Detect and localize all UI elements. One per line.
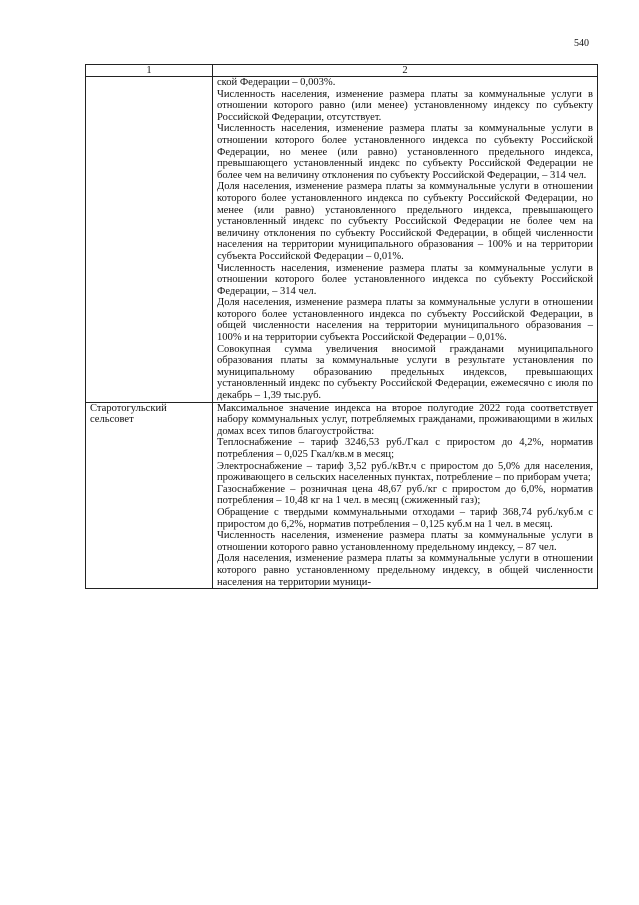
municipality-cell (86, 77, 213, 403)
paragraph: Газоснабжение – розничная цена 48,67 руб./кг с приростом до 6,0%, норматив потребления – 10,48 кг на 1 чел. в месяц (сжиженный газ); (217, 483, 593, 507)
municipality-cell (86, 402, 213, 589)
paragraph: Доля населения, изменение размера платы за коммунальные услуги в отношении которого более установленного индекса по субъекту Российской Федерации, но менее (или равно) установленного предельного индекса, превышающего установленный индекс по субъекту Российской Федерации не более чем на величину отклонения по субъекту Российской Федерации, в общей численности населения на территории муниципального образования – 100% и на территории субъекта Российской Федерации – 0,01%. (217, 181, 593, 262)
document-table (85, 64, 598, 589)
paragraph: Обращение с твердыми коммунальными отходами – тариф 368,74 руб./куб.м с приростом до 6,2%, норматив потребления – 0,125 куб.м на 1 чел. в месяц. (217, 506, 593, 530)
paragraph: ской Федерации – 0,003%. (217, 77, 336, 88)
paragraph: Численность населения, изменение размера платы за коммунальные услуги в отношении которого более установленного индекса по субъекту Российской Федерации, – 314 чел. (217, 262, 593, 297)
description-cell (213, 77, 598, 403)
page-number: 540 (574, 38, 589, 49)
paragraph: Численность населения, изменение размера платы за коммунальные услуги в отношении которого более установленного индекса по субъекту Российской Федерации, но менее (или равно) установленного предельного индекса, превышающего установленный индекс по субъекту Российской Федерации не более чем на величину отклонения по субъекту Российской Федерации, – 314 чел. (217, 123, 593, 181)
paragraph: Максимальное значение индекса на второе полугодие 2022 года соответствует набору коммунальных услуг, потребляемых гражданами, проживающими в жилых домах всех типов благоустройства: (217, 402, 593, 437)
paragraph: Доля населения, изменение размера платы за коммунальные услуги в отношении которого более установленного индекса по субъекту Российской Федерации, в общей численности населения на территории муниципального образования – 100% и на территории субъекта Российской Федерации – 0,01%. (217, 297, 593, 344)
table-header-row (86, 65, 598, 77)
table-row (86, 77, 598, 403)
header-cell-1: 1 (86, 65, 213, 77)
header-cell-2: 2 (213, 65, 598, 77)
municipality-name: Старотогульский сельсовет (90, 402, 167, 426)
paragraph: Теплоснабжение – тариф 3246,53 руб./Гкал с приростом до 4,2%, норматив потребления – 0,025 Гкал/кв.м в месяц; (217, 437, 593, 460)
paragraph: Доля населения, изменение размера платы за коммунальные услуги в отношении которого равно установленному предельному индексу, в общей численности населения на территории муници- (217, 553, 593, 588)
paragraph: Электроснабжение – тариф 3,52 руб./кВт.ч с приростом до 5,0% для населения, проживающего в сельских населенных пунктах, потребление – по приборам учета; (217, 460, 593, 484)
table-row (86, 402, 598, 589)
description-cell (213, 402, 598, 589)
paragraph: Численность населения, изменение размера платы за коммунальные услуги в отношении которого равно установленному предельному индексу, – 87 чел. (217, 530, 593, 553)
paragraph: Численность населения, изменение размера платы за коммунальные услуги в отношении которого равно (или менее) установленному индексу по субъекту Российской Федерации, отсутствует. (217, 88, 593, 123)
paragraph: Совокупная сумма увеличения вносимой гражданами муниципального образования платы за коммунальные услуги в результате установления по муниципальному образованию предельных индексов, превышающих установленный индекс по субъекту Российской Федерации, ежемесячно с июля по декабрь – 1,39 тыс.руб. (217, 343, 593, 402)
